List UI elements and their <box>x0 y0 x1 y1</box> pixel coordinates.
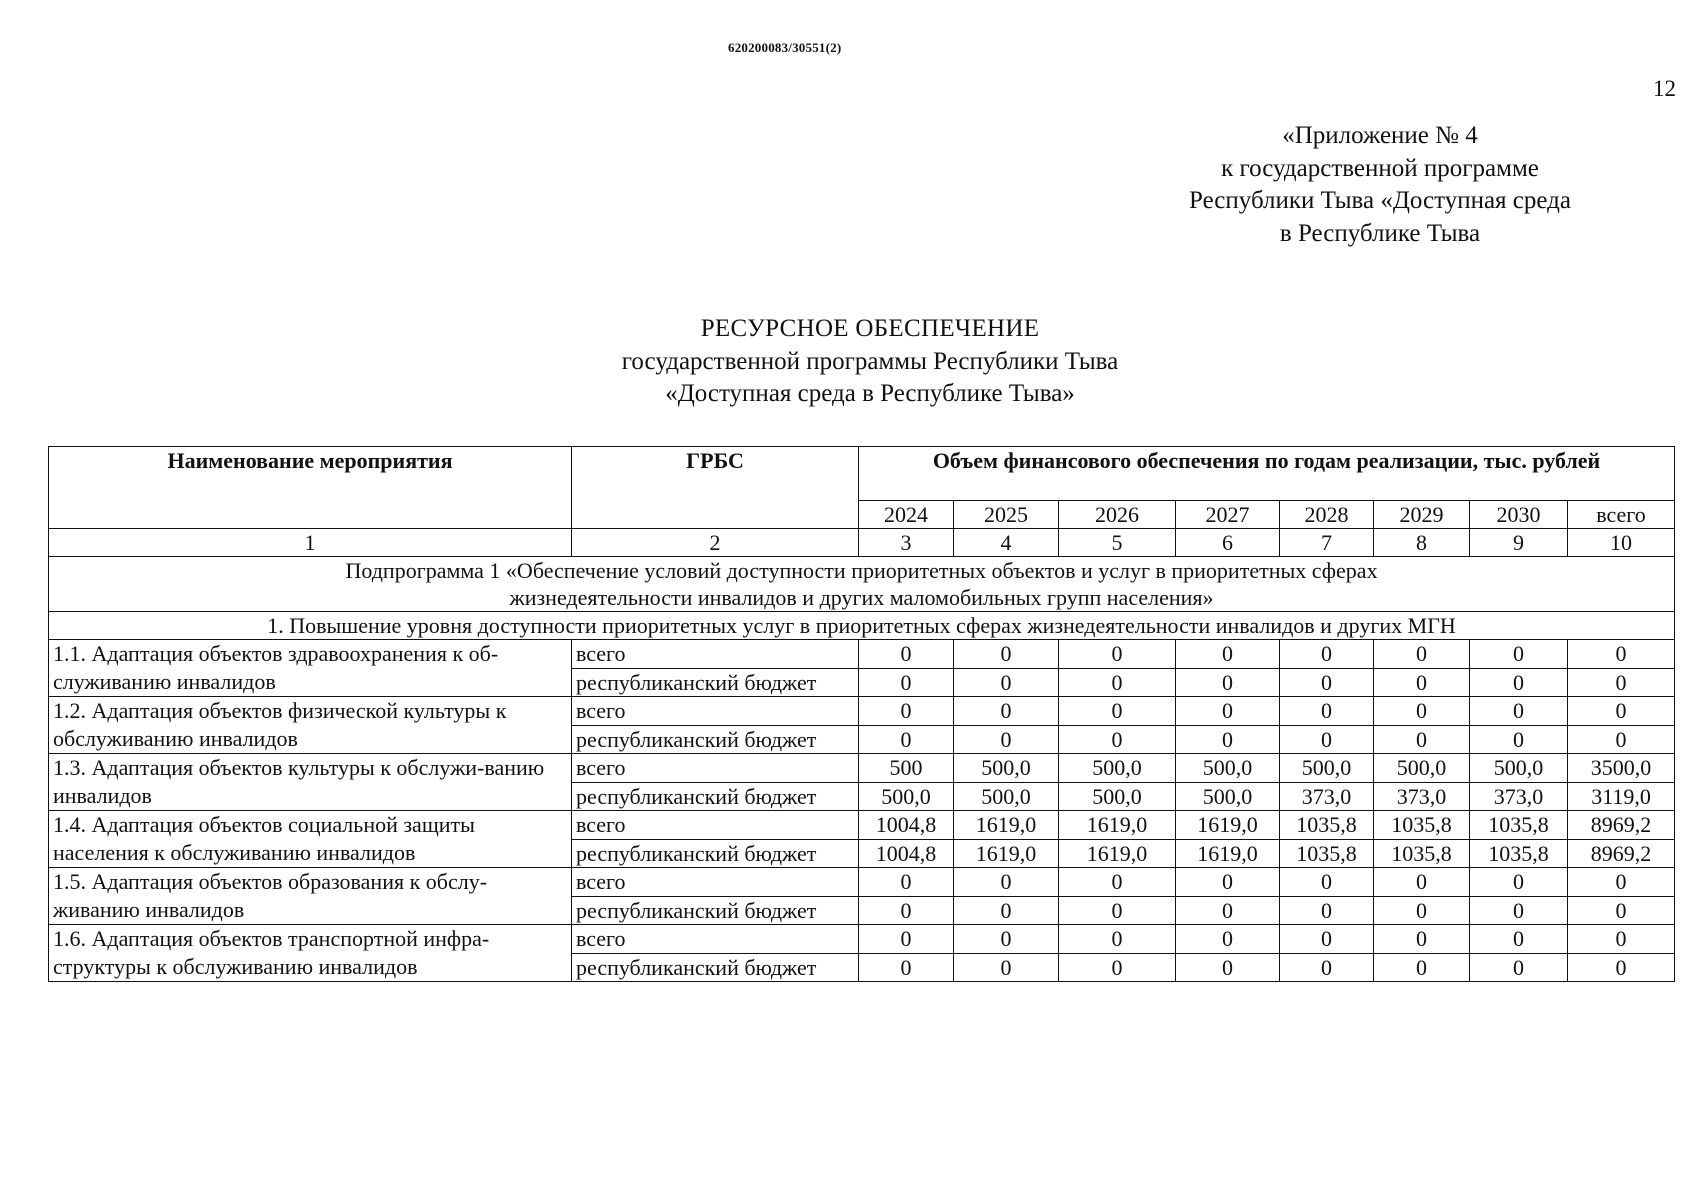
value-cell: 0 <box>1059 668 1176 697</box>
value-cell: 0 <box>1374 953 1470 982</box>
value-cell: 0 <box>954 953 1059 982</box>
funding-source: всего <box>572 697 859 726</box>
value-cell: 0 <box>1280 725 1374 754</box>
activity-name: 1.1. Адаптация объектов здравоохранения к об-служиванию инвалидов <box>49 640 572 697</box>
funding-source: республиканский бюджет <box>572 953 859 982</box>
value-cell: 0 <box>954 697 1059 726</box>
funding-source: республиканский бюджет <box>572 725 859 754</box>
value-cell: 0 <box>1374 725 1470 754</box>
value-cell: 0 <box>1470 896 1568 925</box>
value-cell: 0 <box>954 896 1059 925</box>
title-line: государственной программы Республики Тыва <box>621 347 1119 375</box>
title-line: «Доступная среда в Республике Тыва» <box>665 380 1075 407</box>
value-cell: 1619,0 <box>1059 811 1176 840</box>
value-cell: 8969,2 <box>1568 839 1675 868</box>
value-cell: 0 <box>1176 896 1280 925</box>
value-cell: 0 <box>859 640 954 669</box>
subprogram-line: Подпрограмма 1 «Обеспечение условий доступности приоритетных объектов и услуг в приоритетных сферах <box>345 558 1378 583</box>
page-number: 12 <box>1653 76 1676 101</box>
value-cell: 1619,0 <box>1059 839 1176 868</box>
value-cell: 373,0 <box>1470 782 1568 811</box>
value-cell: 0 <box>1059 896 1176 925</box>
value-cell: 0 <box>1374 697 1470 726</box>
appendix-reference <box>1100 120 1660 250</box>
value-cell: 0 <box>954 640 1059 669</box>
value-cell: 500,0 <box>1470 754 1568 783</box>
value-cell: 500 <box>859 754 954 783</box>
value-cell: 0 <box>1059 640 1176 669</box>
funding-source: республиканский бюджет <box>572 668 859 697</box>
value-cell: 1004,8 <box>859 839 954 868</box>
value-cell: 0 <box>1059 868 1176 897</box>
funding-source: всего <box>572 754 859 783</box>
year-cell: 2027 <box>1176 501 1280 529</box>
value-cell: 0 <box>1568 953 1675 982</box>
value-cell: 0 <box>859 697 954 726</box>
value-cell: 373,0 <box>1374 782 1470 811</box>
value-cell: 1004,8 <box>859 811 954 840</box>
column-number: 10 <box>1568 529 1675 557</box>
value-cell: 1619,0 <box>954 839 1059 868</box>
column-number: 2 <box>572 529 859 557</box>
value-cell: 0 <box>1059 953 1176 982</box>
value-cell: 8969,2 <box>1568 811 1675 840</box>
value-cell: 0 <box>1470 868 1568 897</box>
funding-source: всего <box>572 811 859 840</box>
value-cell: 500,0 <box>954 754 1059 783</box>
value-cell: 0 <box>1470 640 1568 669</box>
appendix-line: к государственной программе <box>1221 154 1539 182</box>
value-cell: 0 <box>1176 640 1280 669</box>
value-cell: 0 <box>1568 697 1675 726</box>
table-row <box>49 868 1675 897</box>
value-cell: 500,0 <box>1176 754 1280 783</box>
value-cell: 373,0 <box>1280 782 1374 811</box>
value-cell: 0 <box>859 925 954 954</box>
value-cell: 0 <box>1568 925 1675 954</box>
value-cell: 0 <box>1280 925 1374 954</box>
value-cell: 1035,8 <box>1280 811 1374 840</box>
value-cell: 500,0 <box>1374 754 1470 783</box>
funding-source: республиканский бюджет <box>572 896 859 925</box>
header-volume: Объем финансового обеспечения по годам реализации, тыс. рублей <box>859 447 1675 501</box>
value-cell: 0 <box>954 668 1059 697</box>
year-cell: всего <box>1568 501 1675 529</box>
value-cell: 0 <box>1280 868 1374 897</box>
value-cell: 1035,8 <box>1374 839 1470 868</box>
value-cell: 0 <box>954 725 1059 754</box>
activity-name: 1.2. Адаптация объектов физической культуры к обслуживанию инвалидов <box>49 697 572 754</box>
value-cell: 500,0 <box>954 782 1059 811</box>
value-cell: 1035,8 <box>1280 839 1374 868</box>
funding-source: всего <box>572 640 859 669</box>
year-cell: 2026 <box>1059 501 1176 529</box>
value-cell: 0 <box>1470 697 1568 726</box>
value-cell: 0 <box>1176 953 1280 982</box>
year-cell: 2024 <box>859 501 954 529</box>
value-cell: 0 <box>1059 925 1176 954</box>
column-number: 5 <box>1059 529 1176 557</box>
value-cell: 1035,8 <box>1470 811 1568 840</box>
funding-source: всего <box>572 868 859 897</box>
value-cell: 500,0 <box>1059 754 1176 783</box>
subprogram-line: жизнедеятельности инвалидов и других маломобильных групп населения» <box>509 585 1214 610</box>
document-id: 620200083/30551(2) <box>728 40 842 55</box>
column-number-row <box>49 529 1675 557</box>
column-number: 9 <box>1470 529 1568 557</box>
header-name: Наименование мероприятия <box>49 447 572 529</box>
value-cell: 0 <box>1176 925 1280 954</box>
value-cell: 500,0 <box>1059 782 1176 811</box>
value-cell: 0 <box>1176 697 1280 726</box>
value-cell: 0 <box>1059 725 1176 754</box>
value-cell: 500,0 <box>1280 754 1374 783</box>
value-cell: 1619,0 <box>1176 839 1280 868</box>
column-number: 3 <box>859 529 954 557</box>
funding-source: всего <box>572 925 859 954</box>
value-cell: 0 <box>859 896 954 925</box>
value-cell: 0 <box>859 953 954 982</box>
value-cell: 0 <box>1470 953 1568 982</box>
value-cell: 1035,8 <box>1470 839 1568 868</box>
activity-name: 1.3. Адаптация объектов культуры к обслужи-ванию инвалидов <box>49 754 572 811</box>
value-cell: 0 <box>1176 725 1280 754</box>
value-cell: 0 <box>1176 868 1280 897</box>
subprogram-row <box>49 557 1675 612</box>
value-cell: 0 <box>1176 668 1280 697</box>
value-cell: 500,0 <box>859 782 954 811</box>
year-cell: 2030 <box>1470 501 1568 529</box>
header-row <box>49 447 1675 501</box>
section-title: 1. Повышение уровня доступности приоритетных услуг в приоритетных сферах жизнедеятельности инвалидов и других МГН <box>49 612 1675 640</box>
table-row <box>49 925 1675 954</box>
value-cell: 0 <box>1280 668 1374 697</box>
value-cell: 500,0 <box>1176 782 1280 811</box>
column-number: 6 <box>1176 529 1280 557</box>
value-cell: 3119,0 <box>1568 782 1675 811</box>
value-cell: 0 <box>1280 953 1374 982</box>
table-row <box>49 697 1675 726</box>
column-number: 4 <box>954 529 1059 557</box>
value-cell: 0 <box>1470 668 1568 697</box>
activity-name: 1.4. Адаптация объектов социальной защиты населения к обслуживанию инвалидов <box>49 811 572 868</box>
appendix-line: в Республике Тыва <box>1279 219 1481 247</box>
column-number: 1 <box>49 529 572 557</box>
activity-name: 1.6. Адаптация объектов транспортной инфра-структуры к обслуживанию инвалидов <box>49 925 572 982</box>
table-row <box>49 811 1675 840</box>
value-cell: 0 <box>1470 725 1568 754</box>
table-row <box>49 640 1675 669</box>
column-number: 7 <box>1280 529 1374 557</box>
value-cell: 0 <box>1374 925 1470 954</box>
activity-name: 1.5. Адаптация объектов образования к обслу-живанию инвалидов <box>49 868 572 925</box>
year-cell: 2028 <box>1280 501 1374 529</box>
value-cell: 0 <box>1470 925 1568 954</box>
value-cell: 0 <box>1374 640 1470 669</box>
funding-source: республиканский бюджет <box>572 839 859 868</box>
section-row <box>49 612 1675 640</box>
value-cell: 0 <box>1280 896 1374 925</box>
value-cell: 1619,0 <box>1176 811 1280 840</box>
title-line: РЕСУРСНОЕ ОБЕСПЕЧЕНИЕ <box>700 315 1040 342</box>
value-cell: 0 <box>1568 725 1675 754</box>
year-cell: 2025 <box>954 501 1059 529</box>
table-row <box>49 754 1675 783</box>
resource-table <box>48 446 1675 982</box>
value-cell: 0 <box>1280 640 1374 669</box>
value-cell: 0 <box>954 925 1059 954</box>
value-cell: 0 <box>1374 896 1470 925</box>
year-cell: 2029 <box>1374 501 1470 529</box>
value-cell: 0 <box>1374 868 1470 897</box>
value-cell: 0 <box>1568 668 1675 697</box>
value-cell: 0 <box>1059 697 1176 726</box>
value-cell: 1035,8 <box>1374 811 1470 840</box>
column-number: 8 <box>1374 529 1470 557</box>
value-cell: 3500,0 <box>1568 754 1675 783</box>
value-cell: 0 <box>1568 868 1675 897</box>
appendix-line: Республики Тыва «Доступная среда <box>1189 187 1571 214</box>
value-cell: 0 <box>1568 640 1675 669</box>
value-cell: 0 <box>859 668 954 697</box>
appendix-line: «Приложение № 4 <box>1282 122 1478 149</box>
value-cell: 0 <box>1568 896 1675 925</box>
value-cell: 0 <box>859 868 954 897</box>
value-cell: 0 <box>859 725 954 754</box>
document-title <box>440 313 1300 411</box>
value-cell: 0 <box>1374 668 1470 697</box>
subprogram-title <box>49 557 1675 612</box>
value-cell: 1619,0 <box>954 811 1059 840</box>
table-body <box>49 447 1675 982</box>
funding-source: республиканский бюджет <box>572 782 859 811</box>
value-cell: 0 <box>1280 697 1374 726</box>
header-grbs: ГРБС <box>572 447 859 529</box>
value-cell: 0 <box>954 868 1059 897</box>
